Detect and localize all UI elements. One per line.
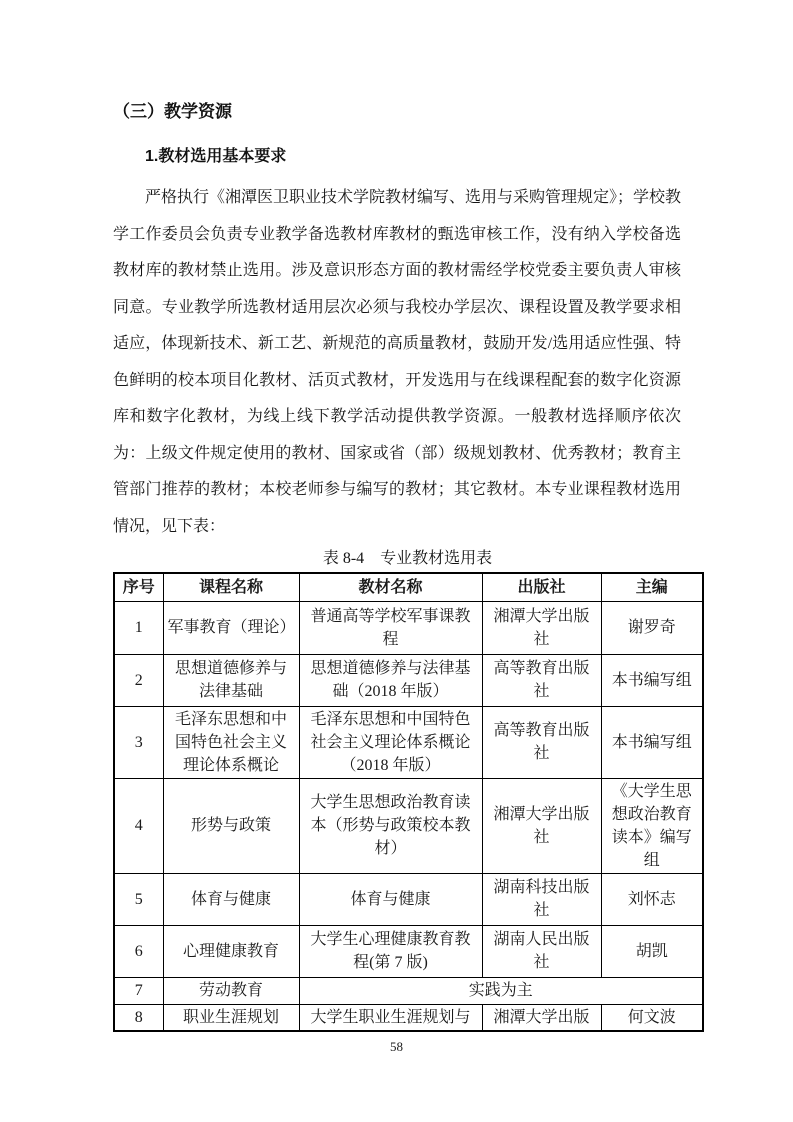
cell-publisher: 湘潭大学出版社	[482, 601, 601, 654]
cell-editor: 本书编写组	[601, 654, 703, 706]
cell-course: 心理健康教育	[163, 925, 299, 977]
col-header-no: 序号	[114, 573, 163, 601]
table-row	[114, 778, 703, 873]
cell-textbook: 大学生职业生涯规划与	[299, 1004, 482, 1031]
document-content	[113, 101, 702, 1032]
table-row	[114, 977, 703, 1004]
cell-textbook: 体育与健康	[299, 873, 482, 925]
body-paragraph: 严格执行《湘潭医卫职业技术学院教材编写、选用与采购管理规定》；学校教学工作委员会负责专业教学备选教材库教材的甄选审核工作，没有纳入学校备选教材库的教材禁止选用。涉及意识形态方面的教材需经学校党委主要负责人审核同意。专业教学所选教材适用层次必须与我校办学层次、课程设置及教学要求相适应，体现新技术、新工艺、新规范的高质量教材，鼓励开发/选用适应性强、特色鲜明的校本项目化教材、活页式教材，开发选用与在线课程配套的数字化资源库和数字化教材，为线上线下教学活动提供教学资源。一般教材选择顺序依次为：上级文件规定使用的教材、国家或省（部）级规划教材、优秀教材；教育主管部门推荐的教材；本校老师参与编写的教材；其它教材。本专业课程教材选用情况，见下表：	[113, 189, 682, 535]
cell-course: 思想道德修养与法律基础	[163, 654, 299, 706]
cell-textbook: 普通高等学校军事课教程	[299, 601, 482, 654]
table-row	[114, 925, 703, 977]
cell-course: 职业生涯规划	[163, 1004, 299, 1031]
cell-textbook: 大学生心理健康教育教程(第 7 版)	[299, 925, 482, 977]
col-header-textbook: 教材名称	[299, 573, 482, 601]
table-row	[114, 1004, 703, 1031]
section-heading: （三）教学资源	[113, 102, 232, 121]
page-number: 58	[390, 1039, 403, 1054]
cell-course: 形势与政策	[163, 778, 299, 873]
table-row	[114, 873, 703, 925]
cell-no: 2	[114, 654, 163, 706]
cell-editor: 《大学生思想政治教育读本》编写组	[601, 778, 703, 873]
subsection-heading: 1.教材选用基本要求	[145, 148, 287, 165]
cell-course: 体育与健康	[163, 873, 299, 925]
col-header-publisher: 出版社	[482, 573, 601, 601]
cell-no: 1	[114, 601, 163, 654]
cell-no: 3	[114, 706, 163, 778]
cell-publisher: 高等教育出版社	[482, 654, 601, 706]
table-row	[114, 601, 703, 654]
cell-course: 劳动教育	[163, 977, 299, 1004]
cell-no: 5	[114, 873, 163, 925]
cell-editor: 本书编写组	[601, 706, 703, 778]
col-header-editor: 主编	[601, 573, 703, 601]
cell-course: 军事教育（理论）	[163, 601, 299, 654]
cell-publisher: 湘潭大学出版	[482, 1004, 601, 1031]
cell-textbook: 毛泽东思想和中国特色社会主义理论体系概论（2018 年版）	[299, 706, 482, 778]
cell-publisher: 湘潭大学出版社	[482, 778, 601, 873]
col-header-course: 课程名称	[163, 573, 299, 601]
cell-publisher: 湖南人民出版社	[482, 925, 601, 977]
cell-editor: 胡凯	[601, 925, 703, 977]
cell-no: 8	[114, 1004, 163, 1031]
cell-textbook: 大学生思想政治教育读本（形势与政策校本教材）	[299, 778, 482, 873]
cell-textbook: 思想道德修养与法律基础（2018 年版）	[299, 654, 482, 706]
table-row	[114, 706, 703, 778]
cell-no: 7	[114, 977, 163, 1004]
cell-editor: 何文波	[601, 1004, 703, 1031]
table-header-row	[114, 573, 703, 601]
cell-merged-note: 实践为主	[299, 977, 703, 1004]
table-row	[114, 654, 703, 706]
cell-editor: 谢罗奇	[601, 601, 703, 654]
cell-publisher: 湖南科技出版社	[482, 873, 601, 925]
table-caption: 表 8-4 专业教材选用表	[322, 550, 493, 567]
cell-editor: 刘怀志	[601, 873, 703, 925]
cell-course: 毛泽东思想和中国特色社会主义理论体系概论	[163, 706, 299, 778]
cell-no: 6	[114, 925, 163, 977]
cell-publisher: 高等教育出版社	[482, 706, 601, 778]
cell-no: 4	[114, 778, 163, 873]
textbook-selection-table	[113, 572, 704, 1032]
